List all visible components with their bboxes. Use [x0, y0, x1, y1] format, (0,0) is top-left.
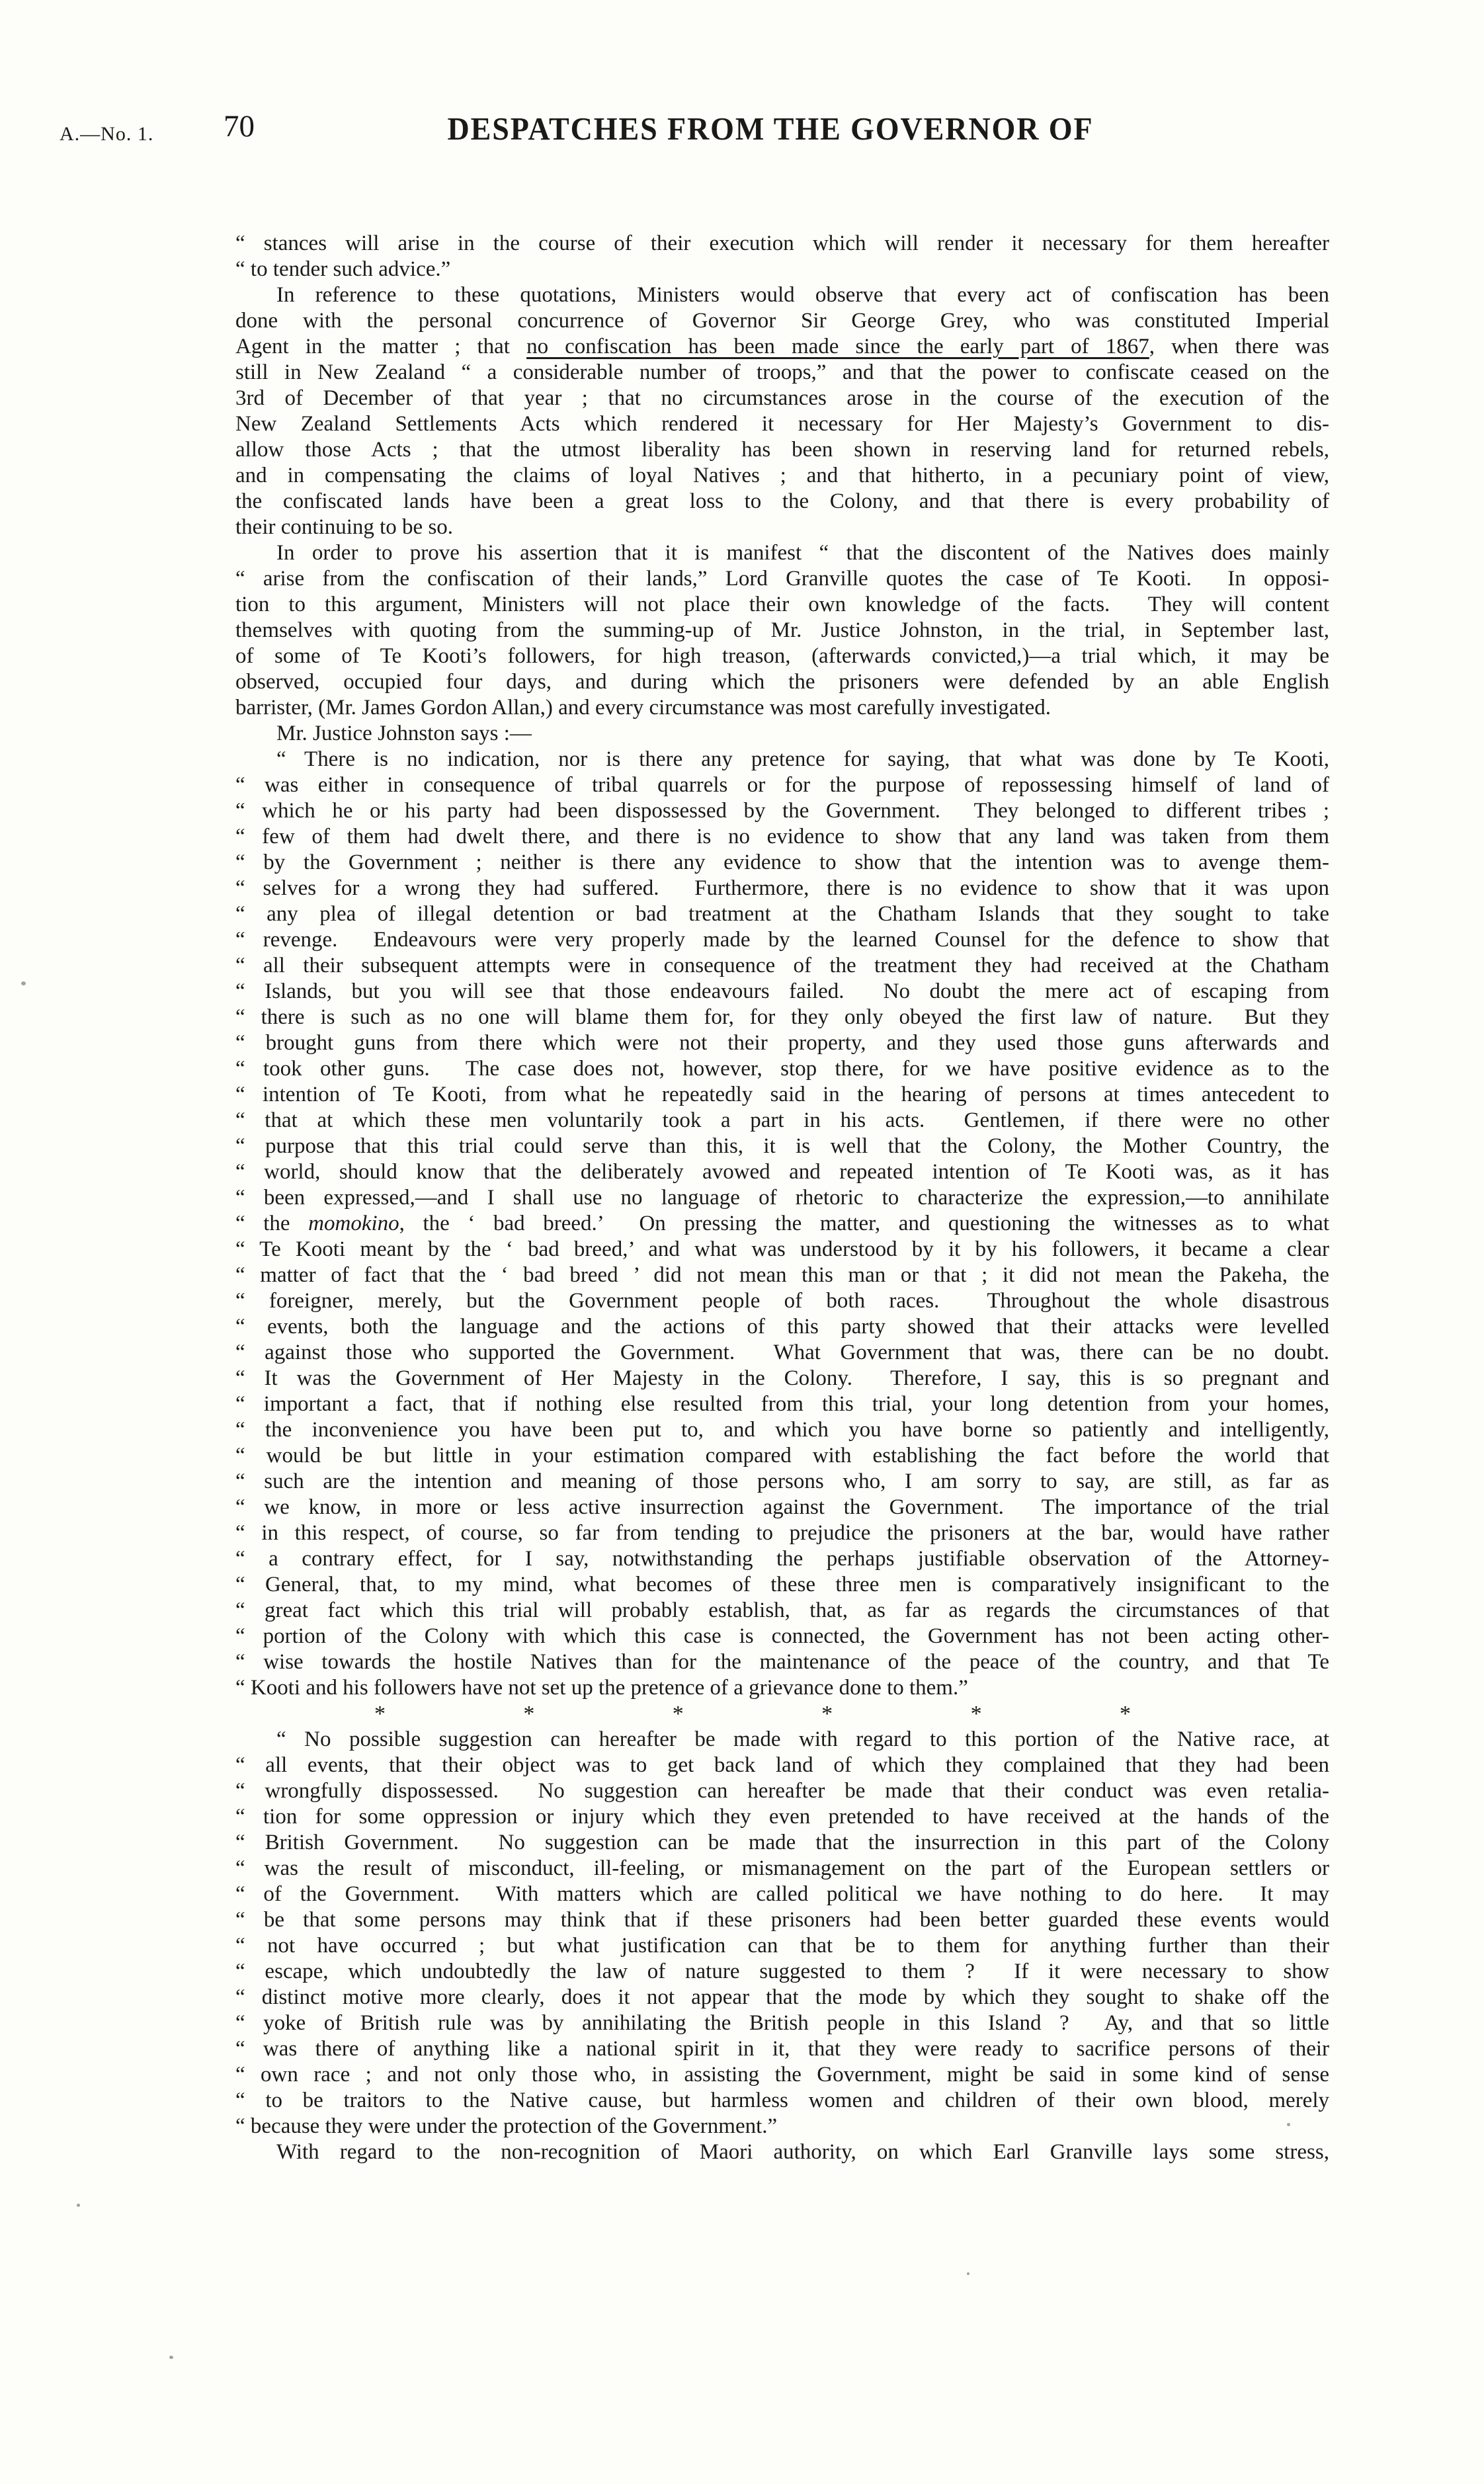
text-line: “ distinct motive more clearly, does it not appear that the mode by which they sought to shake off the [235, 1985, 1329, 2009]
text-line: “ portion of the Colony with which this case is connected, the Government has not been acting other- [235, 1624, 1329, 1648]
asterisk: * [821, 1702, 833, 1726]
asterisk: * [374, 1702, 386, 1726]
text-line: done with the personal concurrence of Governor Sir George Grey, who was constituted Imperial [235, 309, 1329, 333]
text-line: “ was either in consequence of tribal quarrels or for the purpose of repossessing himself of land of [235, 773, 1329, 797]
text-line: their continuing to be so. [235, 515, 454, 539]
text-line: New Zealand Settlements Acts which rendered it necessary for Her Majesty’s Government to dis- [235, 412, 1329, 436]
text-line: “ that at which these men voluntarily took a part in his acts. Gentlemen, if there were no other [235, 1108, 1329, 1132]
text-line: “ all their subsequent attempts were in consequence of the treatment they had received at the Chatham [235, 954, 1329, 977]
text-line: “ General, that, to my mind, what becomes of these three men is comparatively insignificant to the [235, 1573, 1329, 1596]
text-line: “ of the Government. With matters which are called political we have nothing to do here. It may [235, 1882, 1329, 1906]
paragraph-confiscation [235, 282, 1329, 540]
asterisk: * [523, 1702, 535, 1726]
text-line: With regard to the non-recognition of Maori authority, on which Earl Granville lays some stress, [276, 2140, 1329, 2164]
text-line: “ No possible suggestion can hereafter be made with regard to this portion of the Native race, at [276, 1727, 1329, 1751]
text-line: “ Te Kooti meant by the ‘ bad breed,’ and what was understood by it by his followers, it became a clear [235, 1237, 1329, 1261]
text-line: “ in this respect, of course, so far from tending to prejudice the prisoners at the bar, would have rather [235, 1521, 1329, 1545]
text-line: “ took other guns. The case does not, however, stop there, for we have positive evidence as to the [235, 1057, 1329, 1081]
text-line: “ been expressed,—and I shall use no language of rhetoric to characterize the expression,—to annihilate [235, 1186, 1329, 1210]
text-line: “ wrongfully dispossessed. No suggestion can hereafter be made that their conduct was even retalia- [235, 1779, 1329, 1803]
text-line: “ be that some persons may think that if these prisoners had been better guarded these events would [235, 1908, 1329, 1932]
text-line: still in New Zealand “ a considerable number of troops,” and that the power to confiscate ceased on the [235, 360, 1329, 384]
text-line: “ yoke of British rule was by annihilating the British people in this Island ? Ay, and that so little [235, 2011, 1329, 2035]
text-line: In order to prove his assertion that it is manifest “ that the discontent of the Natives does mainly [276, 541, 1329, 565]
text-line: “ brought guns from there which were not their property, and they used those guns afterwards and [235, 1031, 1329, 1055]
scan-speckle [21, 981, 26, 985]
text-line: “ against those who supported the Government. What Government that was, there can be no doubt. [235, 1341, 1329, 1364]
text-line: “ would be but little in your estimation compared with establishing the fact before the world that [235, 1444, 1329, 1468]
text-line: “ which he or his party had been dispossessed by the Government. They belonged to different tribes ; [235, 799, 1329, 823]
scan-speckle [1287, 2123, 1290, 2126]
continuation-lines [235, 231, 1329, 282]
text-line: “ great fact which this trial will probably establish, that, as far as regards the circumstances of that [235, 1598, 1329, 1622]
text-line: “ escape, which undoubtedly the law of nature suggested to them ? If it were necessary to show [235, 1960, 1329, 1983]
text-line: 3rd of December of that year ; that no circumstances arose in the course of the execution of the [235, 386, 1329, 410]
text-line: “ important a fact, that if nothing else resulted from this trial, your long detention from your homes, [235, 1392, 1329, 1416]
text-line: “ such are the intention and meaning of those persons who, I am sorry to say, are still, as far as [235, 1470, 1329, 1493]
text-line: of some of Te Kooti’s followers, for high treason, (afterwards convicted,)—a trial which, it may be [235, 644, 1329, 668]
text-line: “ purpose that this trial could serve than this, it is well that the Colony, the Mother Country, the [235, 1134, 1329, 1158]
text-line: “ It was the Government of Her Majesty in the Colony. Therefore, I say, this is so pregnant and [235, 1366, 1329, 1390]
text-line: “ a contrary effect, for I say, notwithstanding the perhaps justifiable observation of the Attorney- [235, 1547, 1329, 1571]
paragraph-johnston-says [235, 721, 1329, 747]
text-line: barrister, (Mr. James Gordon Allan,) and every circumstance was most carefully investigated. [235, 696, 1051, 720]
asterisk-separator [235, 1701, 1329, 1727]
scan-speckle [967, 2272, 969, 2275]
text-line: allow those Acts ; that the utmost liberality has been shown in reserving land for returned rebels, [235, 438, 1329, 462]
paragraph-maori-authority [235, 2139, 1329, 2165]
text-line: “ to be traitors to the Native cause, but harmless women and children of their own blood, merely [235, 2089, 1329, 2112]
text-line: Mr. Justice Johnston says :— [276, 722, 532, 745]
body-text [235, 231, 1329, 2165]
text-line: In reference to these quotations, Ministers would observe that every act of confiscation has been [276, 283, 1329, 307]
text-line: tion to this argument, Ministers will not place their own knowledge of the facts. They will content [235, 593, 1329, 616]
text-line: “ There is no indication, nor is there any pretence for saying, that what was done by Te Kooti, [276, 747, 1329, 771]
text-line: themselves with quoting from the summing-up of Mr. Justice Johnston, in the trial, in September last, [235, 618, 1329, 642]
text-line: “ we know, in more or less active insurrection against the Government. The importance of the trial [235, 1495, 1329, 1519]
text-line: “ own race ; and not only those who, in assisting the Government, might be said in some kind of sense [235, 2063, 1329, 2087]
asterisk: * [672, 1702, 684, 1726]
text-line: “ because they were under the protection of the Government.” [235, 2114, 778, 2138]
page-title: DESPATCHES FROM THE GOVERNOR OF [447, 110, 1094, 147]
paragraph-te-kooti-trial [235, 540, 1329, 721]
text-line: “ Kooti and his followers have not set up the pretence of a grievance done to them.” [235, 1676, 968, 1700]
scan-speckle [77, 2204, 80, 2207]
page-number: 70 [224, 109, 255, 144]
quote-no-possible-suggestion [235, 1727, 1329, 2139]
quote-johnston-summing-up [235, 747, 1329, 1701]
text-line: “ Islands, but you will see that those endeavours failed. No doubt the mere act of escaping from [235, 979, 1329, 1003]
text-line: Agent in the matter ; that no confiscation has been made since the early part of 1867, when there was [235, 335, 1329, 358]
text-line: “ foreigner, merely, but the Government people of both races. Throughout the whole disastrous [235, 1289, 1329, 1313]
text-line: “ was there of anything like a national spirit in it, that they were ready to sacrifice persons of their [235, 2037, 1329, 2061]
document-reference: A.—No. 1. [60, 123, 154, 145]
text-line: “ not have occurred ; but what justification can that be to them for anything further than their [235, 1934, 1329, 1958]
text-line: “ British Government. No suggestion can be made that the insurrection in this part of the Colony [235, 1831, 1329, 1854]
scan-speckle [169, 2356, 173, 2359]
text-line: “ world, should know that the deliberately avowed and repeated intention of Te Kooti was, as it has [235, 1160, 1329, 1184]
text-line: and in compensating the claims of loyal Natives ; and that hitherto, in a pecuniary point of view, [235, 464, 1329, 487]
text-line: “ the momokino, the ‘ bad breed.’ On pressing the matter, and questioning the witnesses as to what [235, 1212, 1329, 1235]
text-line: “ the inconvenience you have been put to, and which you have borne so patiently and intelligently, [235, 1418, 1329, 1442]
text-line: “ matter of fact that the ‘ bad breed ’ did not mean this man or that ; it did not mean the Pakeha, the [235, 1263, 1329, 1287]
text-line: “ events, both the language and the actions of this party showed that their attacks were levelled [235, 1315, 1329, 1339]
asterisk: * [1119, 1702, 1131, 1726]
text-line: “ there is such as no one will blame them for, for they only obeyed the first law of nature. But they [235, 1005, 1329, 1029]
text-line: “ stances will arise in the course of their execution which will render it necessary for them hereafter [235, 231, 1329, 255]
asterisk: * [970, 1702, 982, 1726]
text-line: “ any plea of illegal detention or bad treatment at the Chatham Islands that they sought to take [235, 902, 1329, 926]
text-line: observed, occupied four days, and during which the prisoners were defended by an able English [235, 670, 1329, 694]
text-line: “ selves for a wrong they had suffered. Furthermore, there is no evidence to show that it was upon [235, 876, 1329, 900]
text-line: “ wise towards the hostile Natives than for the maintenance of the peace of the country, and that Te [235, 1650, 1329, 1674]
text-line: “ few of them had dwelt there, and there is no evidence to show that any land was taken from them [235, 825, 1329, 849]
text-line: “ to tender such advice.” [235, 257, 451, 281]
text-line: “ all events, that their object was to get back land of which they complained that they had been [235, 1753, 1329, 1777]
text-line: “ tion for some oppression or injury which they even pretended to have received at the hands of the [235, 1805, 1329, 1829]
text-line: “ intention of Te Kooti, from what he repeatedly said in the hearing of persons at times antecedent to [235, 1083, 1329, 1106]
text-line: “ revenge. Endeavours were very properly made by the learned Counsel for the defence to show that [235, 928, 1329, 952]
text-line: the confiscated lands have been a great loss to the Colony, and that there is every probability of [235, 489, 1329, 513]
text-line: “ was the result of misconduct, ill-feeling, or mismanagement on the part of the European settlers or [235, 1856, 1329, 1880]
text-line: “ by the Government ; neither is there any evidence to show that the intention was to avenge them- [235, 850, 1329, 874]
text-line: “ arise from the confiscation of their lands,” Lord Granville quotes the case of Te Kooti. In opposi- [235, 567, 1329, 591]
